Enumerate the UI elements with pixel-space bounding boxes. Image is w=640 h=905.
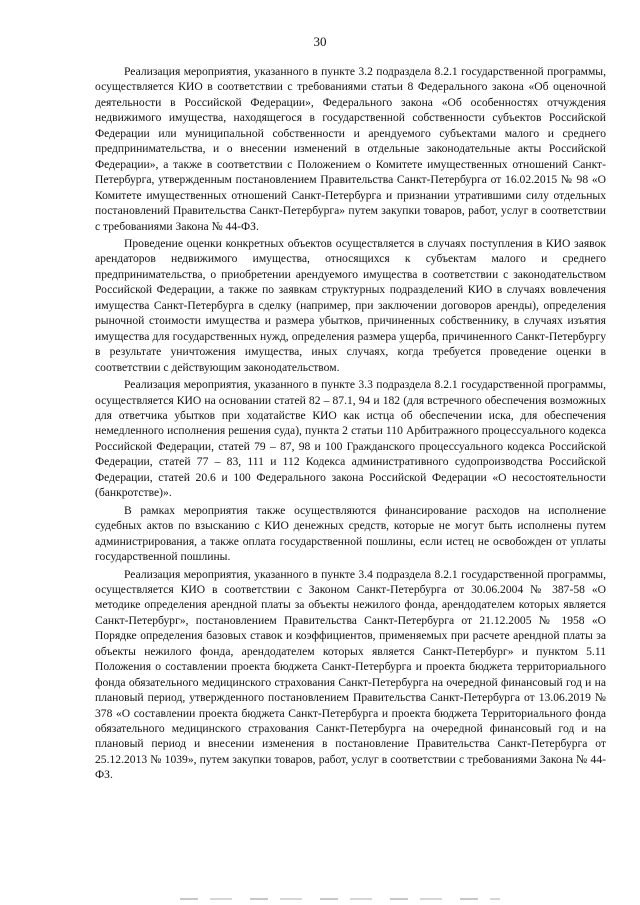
paragraph-valuation-cases: Проведение оценки конкретных объектов осуществляется в случаях поступления в КИО заявок арендаторов недвижимого имущества, относящихся к субъектам малого и среднего предпринимательства, о приобретении арендуемого имущества в соответствии с законодательством Российской Федерации, а также по заявкам структурных подразделений КИО в случаях вовлечения имущества Санкт-Петербурга в сделку (например, при заключении договоров аренды), определения рыночной стоимости имущества и размера убытков, причиненных собственнику, в случаях изъятия имущества для государственных нужд, определения размера ущерба, причиненного Санкт-Петербургу в результате уничтожения имущества, иных случаях, когда требуется проведение оценки в соответствии с действующим законодательством. bbox=[95, 236, 606, 374]
paragraph-item-3-4: Реализация мероприятия, указанного в пункте 3.4 подраздела 8.2.1 государственной программы, осуществляется КИО в соответствии с Законом Санкт-Петербурга от 30.06.2004 № 387-58 «О методике определения арендной платы за объекты нежилого фонда, арендодателем которых является Санкт-Петербург», постановлением Правительства Санкт-Петербурга от 21.12.2005 № 1958 «О Порядке определения базовых ставок и коэффициентов, применяемых при расчете арендной платы за объекты нежилого фонда, арендодателем которых является Санкт-Петербург» и пунктом 5.11 Положения о составлении проекта бюджета Санкт-Петербурга и проекта бюджета территориального фонда обязательного медицинского страхования Санкт-Петербурга на очередной финансовый год и на плановый период, утвержденного постановлением Правительства Санкт-Петербурга от 13.06.2019 № 378 «О составлении проекта бюджета Санкт-Петербурга и проекта бюджета Территориального фонда обязательного медицинского страхования Санкт-Петербурга на очередной финансовый год и на плановый период и внесении изменения в постановление Правительства Санкт-Петербурга от 25.12.2013 № 1039», путем закупки товаров, работ, услуг в соответствии с требованиями Закона № 44-ФЗ. bbox=[95, 567, 606, 782]
paragraph-item-3-2: Реализация мероприятия, указанного в пункте 3.2 подраздела 8.2.1 государственной программы, осуществляется КИО в соответствии с требованиями статьи 8 Федерального закона «Об оценочной деятельности в Российской Федерации», Федерального закона «Об особенностях отчуждения недвижимого имущества, находящегося в государственной собственности субъектов Российской Федерации или муниципальной собственности и арендуемого субъектами малого и среднего предпринимательства, и о внесении изменений в отдельные законодательные акты Российской Федерации», а также в соответствии с Положением о Комитете имущественных отношений Санкт-Петербурга, утвержденным постановлением Правительства Санкт-Петербурга от 16.02.2015 № 98 «О Комитете имущественных отношений Санкт-Петербурга и признании утратившими силу отдельных постановлений Правительства Санкт-Петербурга» путем закупки товаров, работ, услуг в соответствии с требованиями Закона № 44-ФЗ. bbox=[95, 65, 606, 233]
paragraph-court-expenses: В рамках мероприятия также осуществляются финансирование расходов на исполнение судебных актов по взысканию с КИО денежных средств, которые не могут быть исполнены путем администрирования, а также оплата государственной пошлины, если истец не освобожден от уплаты государственной пошлины. bbox=[95, 503, 606, 564]
document-body bbox=[95, 64, 606, 785]
paragraph-item-3-3: Реализация мероприятия, указанного в пункте 3.3 подраздела 8.2.1 государственной программы, осуществляется КИО на основании статей 82 – 87.1, 94 и 182 (для встречного обеспечения возможных для ответчика убытков при ходатайстве КИО как истца об обеспечении иска, для обеспечения немедленного исполнения решения суда), пункта 2 статьи 110 Арбитражного процессуального кодекса Российской Федерации, статей 79 – 87, 98 и 100 Гражданского процессуального кодекса Российской Федерации, статей 77 – 83, 111 и 112 Кодекса административного судопроизводства Российской Федерации, статей 20.6 и 100 Федерального закона Российской Федерации «О несостоятельности (банкротстве)». bbox=[95, 378, 606, 500]
page-number: 30 bbox=[313, 34, 327, 49]
scan-edge-artifact bbox=[180, 898, 500, 900]
